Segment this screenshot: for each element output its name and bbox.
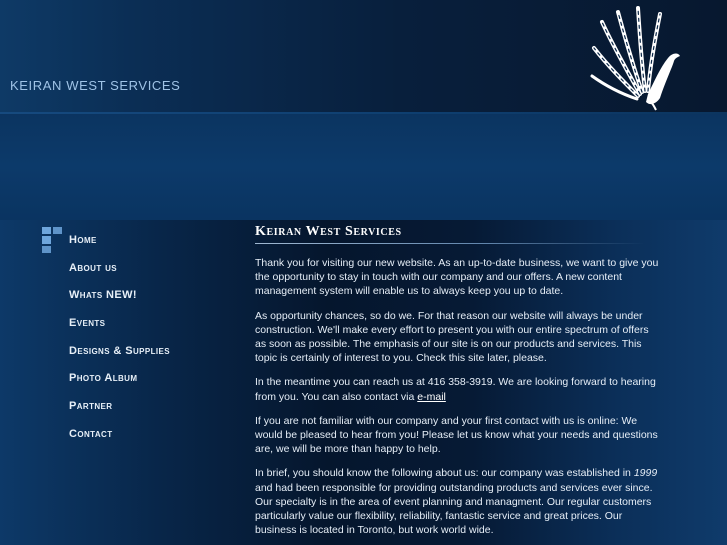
established-year: 1999: [633, 467, 658, 480]
contact-paragraph: [255, 375, 660, 403]
nav-events[interactable]: Events: [69, 317, 106, 329]
intro-paragraph: Thank you for visiting our new website. As an up-to-date business, we want to give you the opportunity to stay in touch with our company and our offers. A new content management system will enable us to always keep you up to date.: [255, 257, 659, 298]
peacock-logo-icon[interactable]: [588, 2, 698, 112]
nav-designs-supplies[interactable]: Designs & Supplies: [69, 345, 170, 357]
content-section: [255, 224, 660, 537]
construction-paragraph: As opportunity chances, so do we. For that reason our website will always be under construction. We'll make every effort to present you with our entire spectrum of offers as soon as possible. The emphasis of our site is on our products and services. This topic is certainly of interest to you. Check this site later, please.: [255, 309, 649, 365]
page-title: Keiran West Services: [255, 224, 402, 239]
contact-text: In the meantime you can reach us at 416 358-3919. We are looking forward to hearing from you. You can also contact via: [255, 376, 656, 403]
nav-partner[interactable]: Partner: [69, 400, 113, 412]
about-text-end: and had been responsible for providing outstanding products and services ever since. Our specialty is in the area of event planning and managment. Our regular customers particularly value our flexibility, reliability, fantastic service and great prices. Our business is located in Toronto, but work world wide.: [255, 481, 653, 537]
about-text-start: In brief, you should know the following about us: our company was established in: [255, 467, 634, 480]
about-paragraph: [255, 466, 660, 537]
nav-about-us[interactable]: About us: [69, 262, 117, 274]
site-brand[interactable]: KEIRAN WEST SERVICES: [10, 78, 181, 93]
nav-photo-album[interactable]: Photo Album: [69, 372, 138, 384]
title-divider: [255, 243, 645, 244]
first-contact-paragraph: If you are not familiar with our company and your first contact with us is online: We would be pleased to hear from you! Please let us know what your needs and questions are, we will be more than happy to help.: [255, 414, 658, 456]
banner-band: [0, 112, 727, 220]
page-header: [0, 0, 727, 112]
nav-whats-new[interactable]: Whats NEW!: [69, 289, 137, 301]
blue-squares-icon: [42, 227, 62, 253]
email-link[interactable]: e-mail: [417, 390, 446, 403]
nav-contact[interactable]: Contact: [69, 428, 113, 440]
nav-home[interactable]: Home: [69, 234, 97, 246]
